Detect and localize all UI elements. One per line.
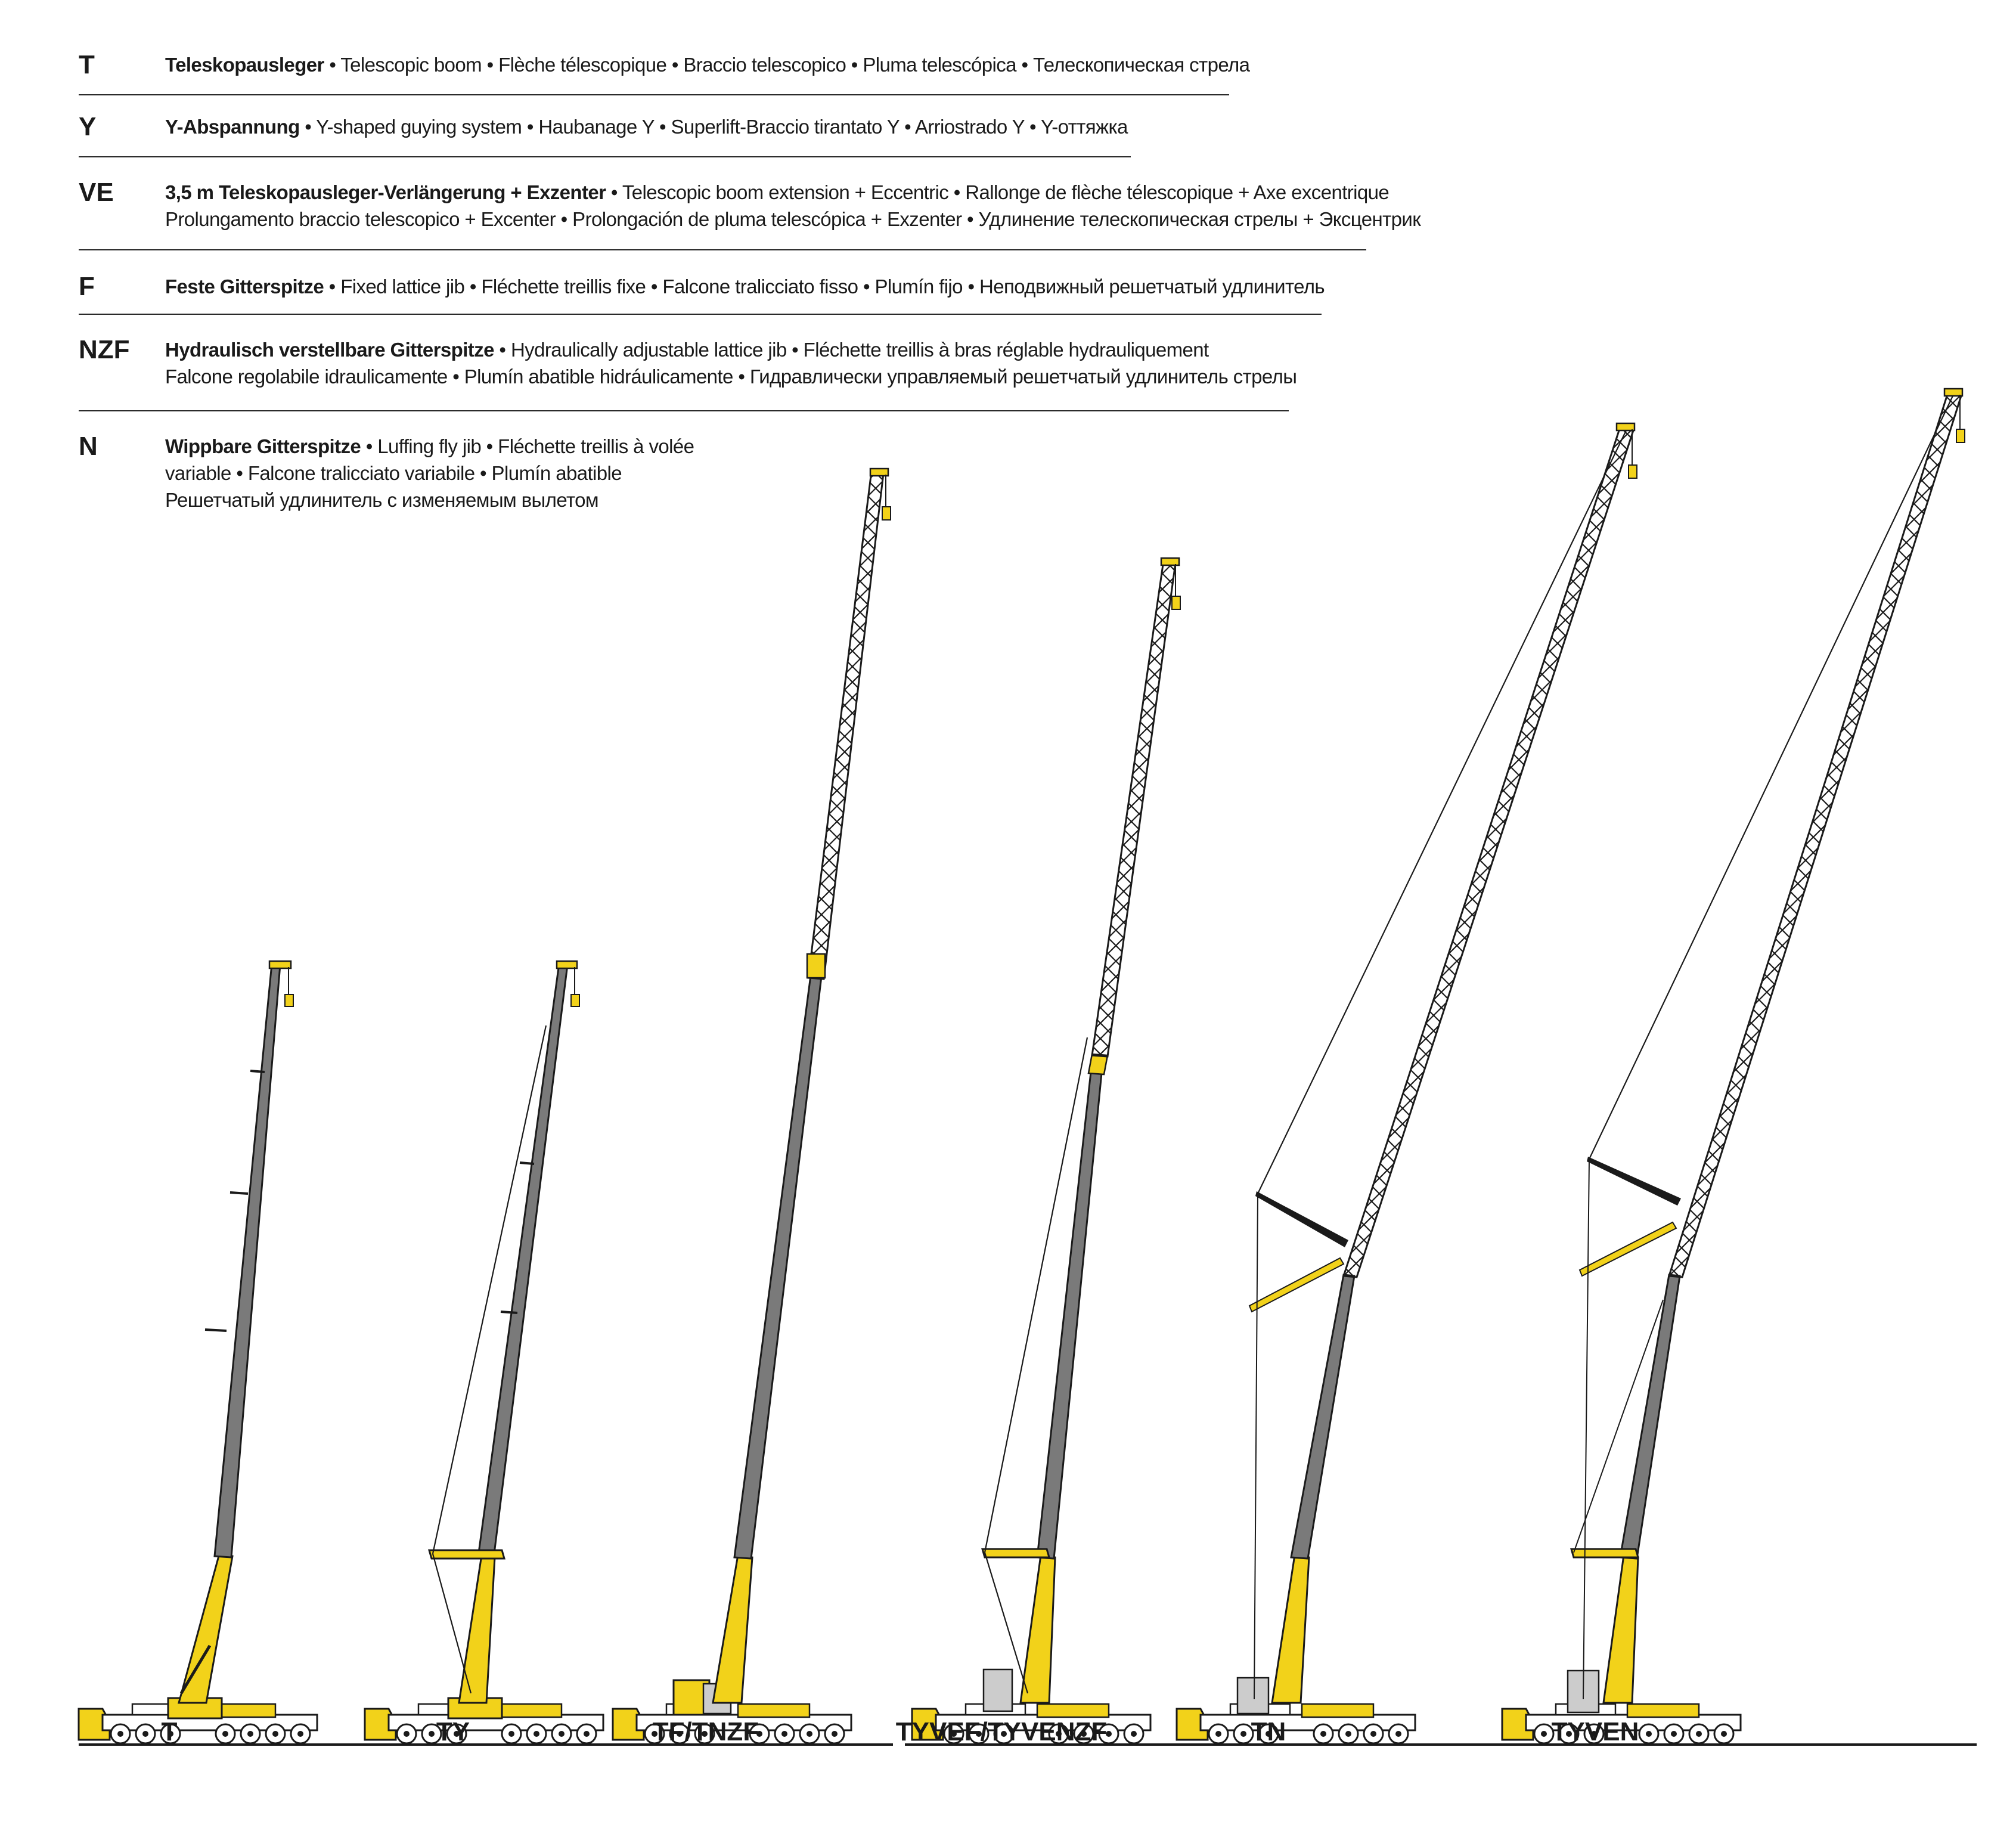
legend-code: VE (79, 178, 114, 207)
crane-tn (1177, 423, 1637, 1743)
legend-code: NZF (79, 335, 130, 364)
legend-desc-bold: Teleskopausleger (165, 54, 324, 76)
legend-desc-bold: Feste Gitterspitze (165, 275, 324, 298)
crane-ty (365, 961, 603, 1743)
config-label-tyvef-tyvenzf: TYVEF/TYVENZF (895, 1717, 1108, 1746)
legend-desc-text: • Telescopic boom • Flèche télescopique • Braccio telescopico • Pluma telescópica • Телескопическая стрела (324, 54, 1250, 76)
legend-desc-text-line2: Falcone regolabile idraulicamente • Plumín abatible hidráulicamente • Гидравлически управляемый решетчатый удлинитель стрелы (165, 365, 1297, 388)
crane-tyvef-tyvenzf (912, 558, 1180, 1743)
legend-desc-bold: Wippbare Gitterspitze (165, 435, 361, 457)
legend-code: T (79, 50, 95, 79)
legend-desc-bold: 3,5 m Teleskopausleger-Verlängerung + Exzenter (165, 181, 606, 203)
config-label-tn: TN (1251, 1717, 1286, 1746)
config-label-tyven: TYVEN (1551, 1717, 1639, 1746)
config-label-t: T (161, 1717, 178, 1746)
legend-desc-text: • Fixed lattice jib • Fléchette treillis fixe • Falcone tralicciato fisso • Plumín fijo • Неподвижный решетчатый удлинитель (324, 275, 1325, 298)
legend-desc-text: • Y-shaped guying system • Haubanage Y • Superlift-Braccio tirantato Y • Arriostrado Y • Y-оттяжка (299, 116, 1128, 138)
legend-code: F (79, 272, 95, 301)
legend-desc-text: • Hydraulically adjustable lattice jib • Fléchette treillis à bras réglable hydrauliquement (494, 339, 1209, 361)
legend-code: N (79, 432, 98, 461)
config-label-ty: TY (436, 1717, 470, 1746)
crane-tf-tnzf (613, 469, 891, 1743)
legend-desc-bold: Hydraulisch verstellbare Gitterspitze (165, 339, 494, 361)
legend-desc-text: • Telescopic boom extension + Eccentric • Rallonge de flèche télescopique + Axe excentrique (606, 181, 1390, 203)
legend-desc-bold: Y-Abspannung (165, 116, 300, 138)
legend-desc-text-line2: Prolungamento braccio telescopico + Excenter • Prolongación de pluma telescópica + Exzenter • Удлинение телескопическая стрелы + Эксцентрик (165, 208, 1421, 230)
crane-t (79, 961, 317, 1743)
legend-desc-text-line2: variable • Falcone tralicciato variabile • Plumín abatible (165, 462, 622, 484)
legend-desc-text: • Luffing fly jib • Fléchette treillis à volée (361, 435, 694, 457)
legend-desc-text-line3: Решетчатый удлинитель с изменяемым вылетом (165, 489, 598, 511)
config-label-tf-tnzf: TF/TNZF (652, 1717, 759, 1746)
legend-code: Y (79, 112, 97, 141)
